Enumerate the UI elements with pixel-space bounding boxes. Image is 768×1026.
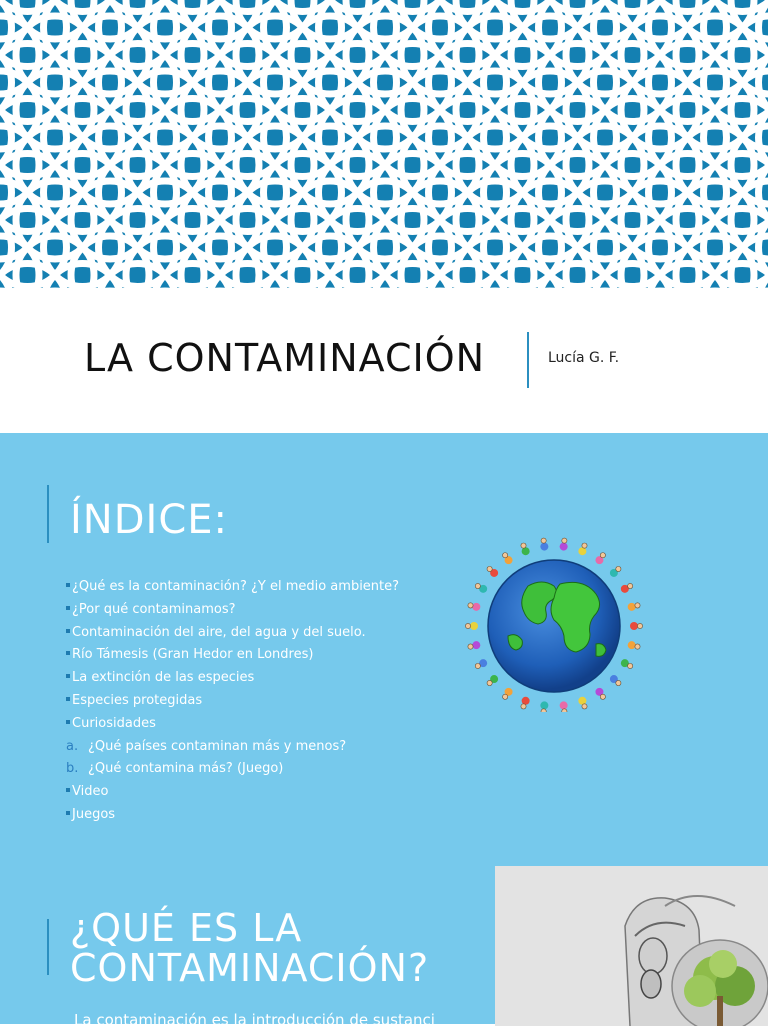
index-heading: ÍNDICE: — [70, 497, 228, 543]
child-figure — [560, 543, 568, 551]
child-head — [487, 566, 492, 571]
bullet-icon — [66, 674, 70, 678]
child-head — [521, 704, 526, 709]
child-head — [562, 709, 567, 712]
list-item: Contaminación del aire, del agua y del suelo. — [66, 622, 399, 645]
child-figure — [540, 701, 548, 709]
child-head — [468, 644, 473, 649]
child-head — [600, 694, 605, 699]
list-subitem: a. ¿Qué países contaminan más y menos? — [66, 736, 399, 759]
child-head — [475, 583, 480, 588]
child-head — [562, 538, 567, 543]
child-head — [582, 543, 587, 548]
bullet-icon — [66, 720, 70, 724]
bullet-icon — [66, 606, 70, 610]
list-item: Especies protegidas — [66, 690, 399, 713]
definition-heading: ¿QUÉ ES LA CONTAMINACIÓN? — [70, 908, 429, 988]
child-head — [475, 663, 480, 668]
child-head — [628, 663, 633, 668]
sketch-graphic — [495, 866, 768, 1026]
child-head — [541, 709, 546, 712]
child-figure — [472, 603, 480, 611]
child-head — [582, 704, 587, 709]
child-figure — [630, 622, 638, 630]
list-item: Video — [66, 781, 399, 804]
child-head — [503, 553, 508, 558]
bullet-icon — [66, 629, 70, 633]
child-figure — [628, 641, 636, 649]
child-head — [521, 543, 526, 548]
child-head — [635, 644, 640, 649]
child-head — [541, 538, 546, 543]
title-divider — [527, 332, 529, 388]
child-head — [465, 623, 470, 628]
title-slide — [0, 0, 768, 433]
child-figure — [470, 622, 478, 630]
decorative-pattern — [0, 0, 768, 288]
child-head — [628, 583, 633, 588]
list-item: La extinción de las especies — [66, 667, 399, 690]
list-item: Juegos — [66, 804, 399, 827]
child-figure — [628, 603, 636, 611]
circle-pattern-graphic — [0, 0, 768, 288]
definition-accent-bar — [47, 919, 49, 975]
child-figure — [540, 543, 548, 551]
bullet-icon — [66, 697, 70, 701]
child-head — [503, 694, 508, 699]
child-head — [616, 680, 621, 685]
child-head — [637, 623, 642, 628]
gas-mask-sketch-image — [495, 866, 768, 1026]
bullet-icon — [66, 583, 70, 587]
child-figure — [472, 641, 480, 649]
child-head — [600, 553, 605, 558]
definition-body-text: La contaminación es la introducción de sustanci — [74, 1011, 435, 1024]
list-item: ¿Por qué contaminamos? — [66, 599, 399, 622]
bullet-icon — [66, 788, 70, 792]
presentation-title: LA CONTAMINACIÓN — [84, 336, 485, 380]
child-figure — [560, 701, 568, 709]
child-head — [468, 603, 473, 608]
globe-children-illustration — [462, 536, 648, 712]
bullet-icon — [66, 811, 70, 815]
bullet-icon — [66, 651, 70, 655]
list-subitem: b. ¿Qué contamina más? (Juego) — [66, 758, 399, 781]
child-head — [635, 603, 640, 608]
child-head — [616, 566, 621, 571]
child-head — [487, 680, 492, 685]
index-accent-bar — [47, 485, 49, 543]
author-name: Lucía G. F. — [548, 350, 619, 366]
list-item: Curiosidades — [66, 713, 399, 736]
index-list — [66, 576, 399, 827]
list-item: Río Támesis (Gran Hedor en Londres) — [66, 644, 399, 667]
list-item: ¿Qué es la contaminación? ¿Y el medio ambiente? — [66, 576, 399, 599]
